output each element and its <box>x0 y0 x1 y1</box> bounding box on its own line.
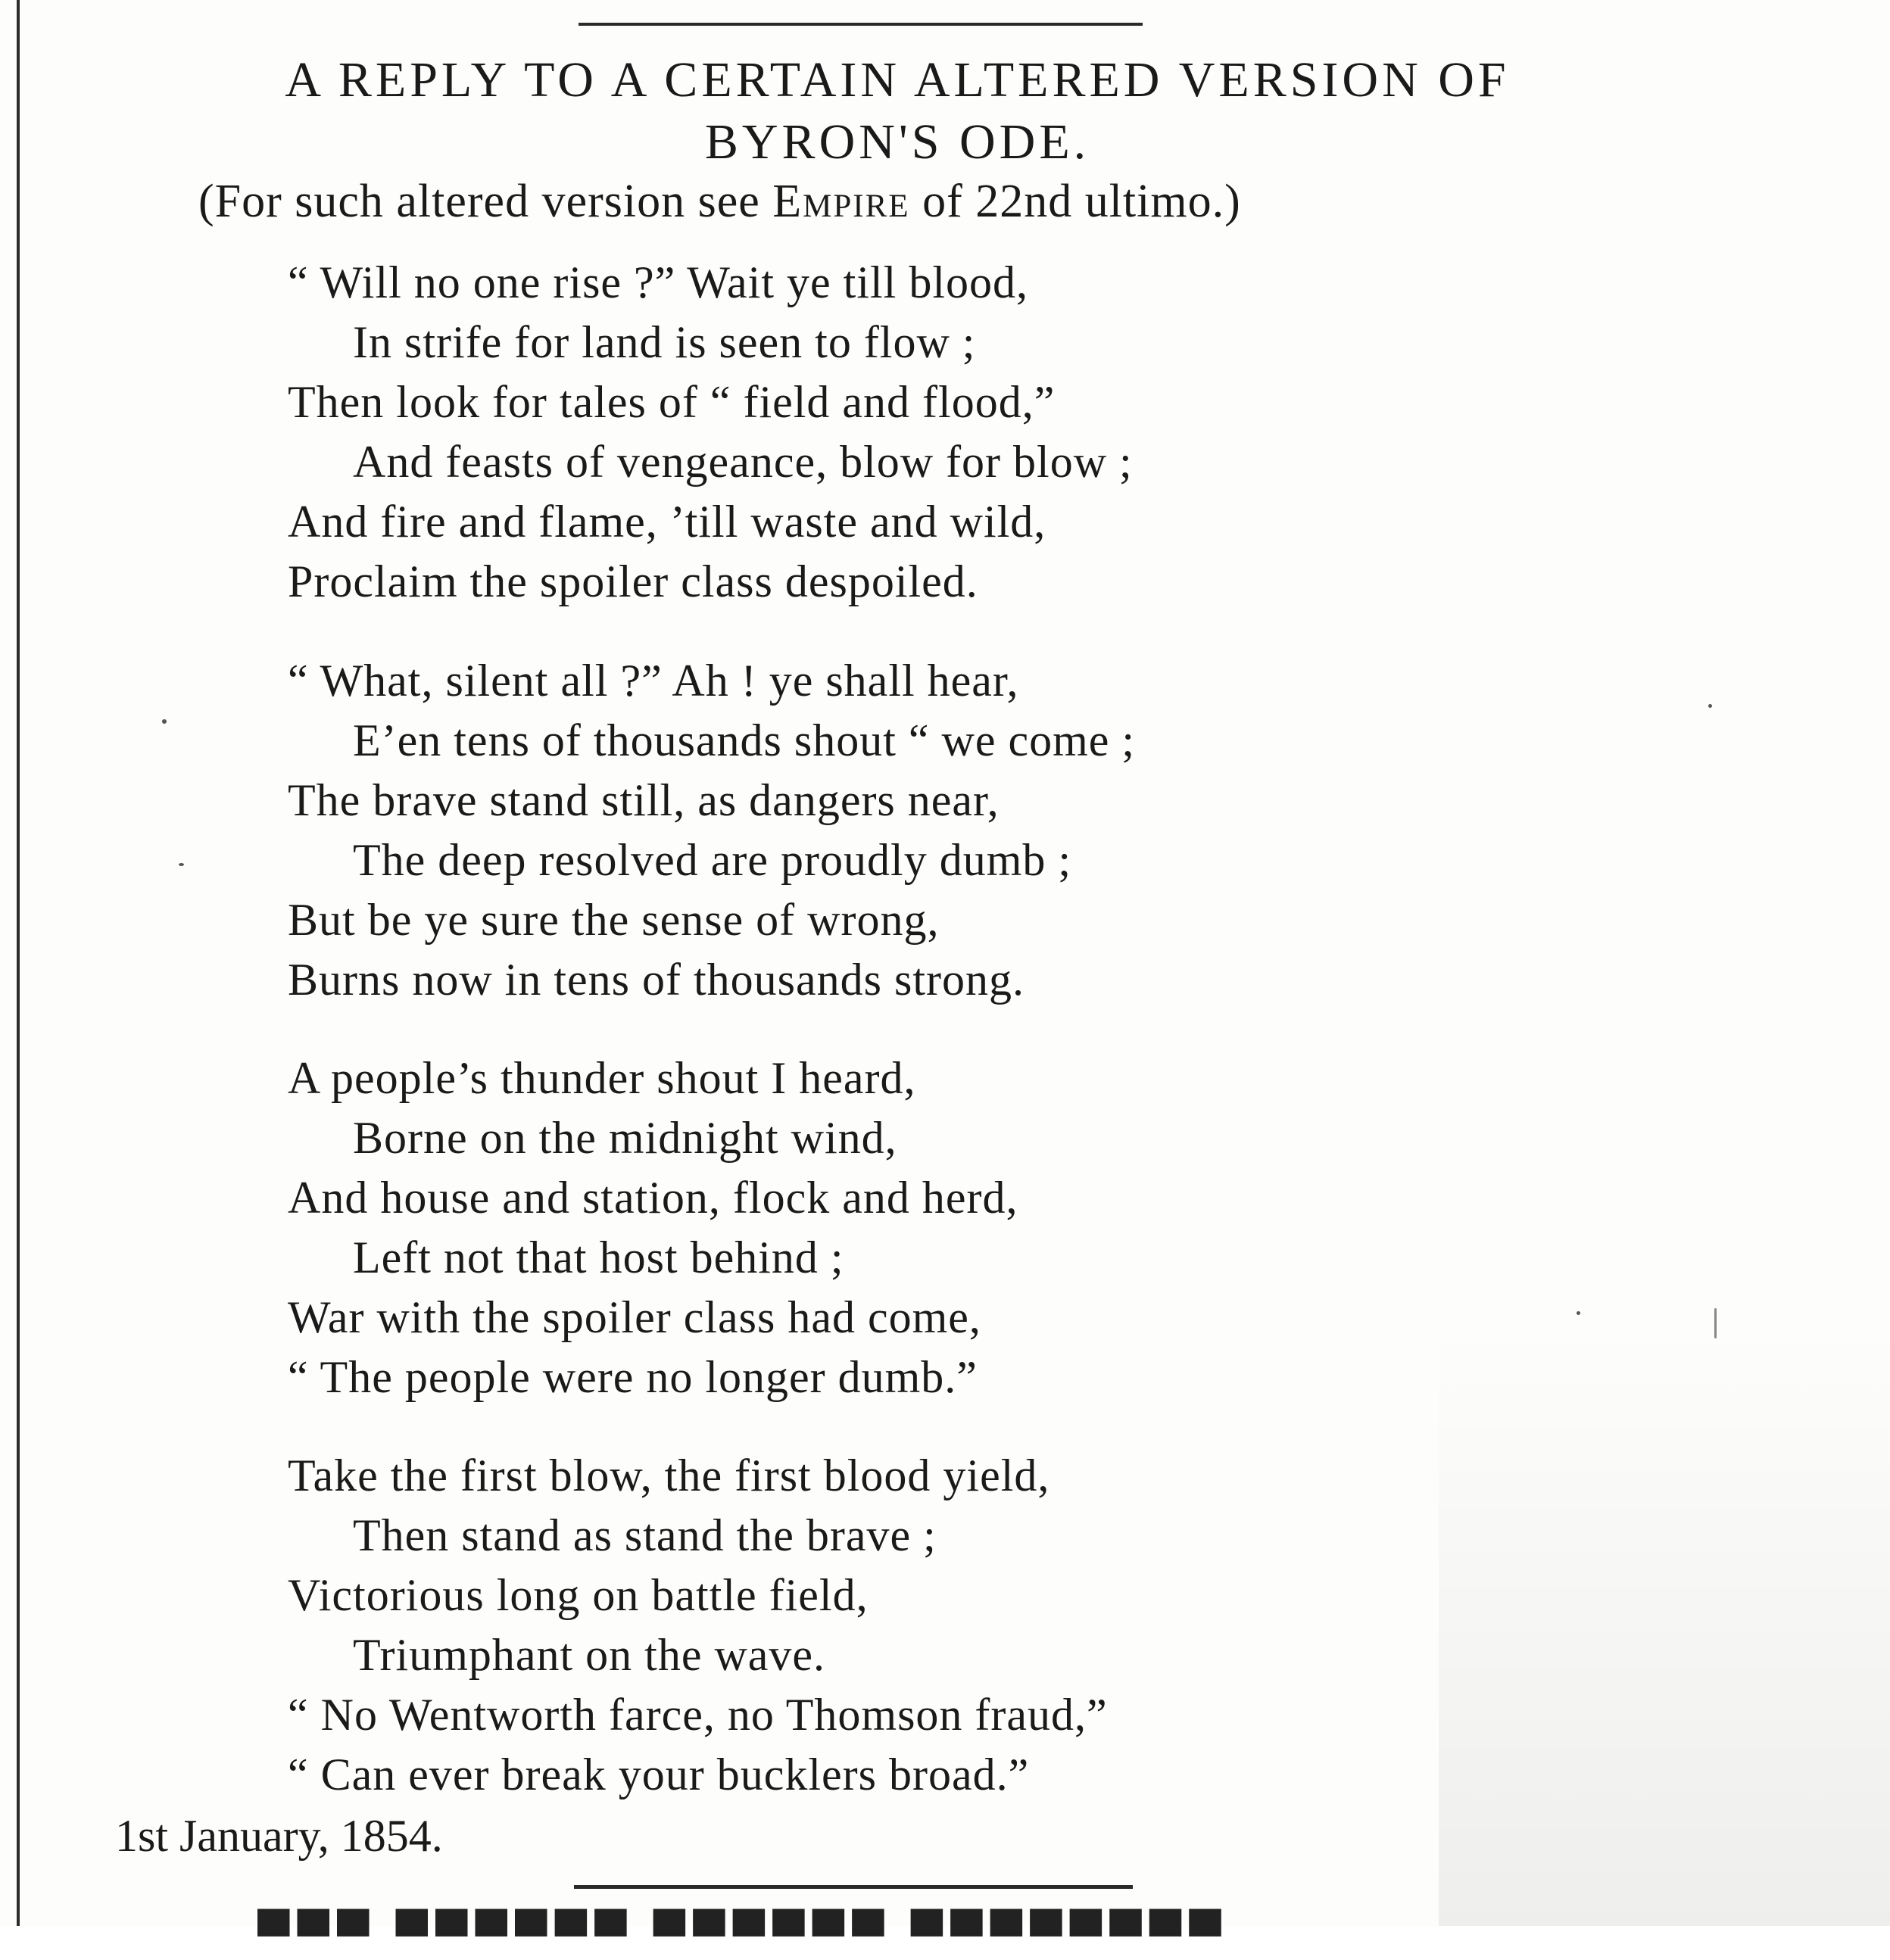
stanza-4-line-1: Take the first blow, the first blood yield, <box>288 1451 1050 1500</box>
stanza-1-line-1: “ Will no one rise ?” Wait ye till blood, <box>288 257 1029 307</box>
stanza-4-line-3: Victorious long on battle field, <box>288 1570 869 1620</box>
stanza-3-line-1: A people’s thunder shout I heard, <box>288 1053 916 1103</box>
stanza-2-line-4: The deep resolved are proudly dumb ; <box>353 835 1072 885</box>
separator-rule-top <box>579 23 1143 26</box>
scan-shadow <box>1439 1325 1890 1926</box>
stanza-1-line-6: Proclaim the spoiler class despoiled. <box>288 556 978 606</box>
stanza-2-line-3: The brave stand still, as dangers near, <box>288 775 1000 825</box>
scan-speck <box>1714 1308 1717 1338</box>
subtitle-empire: Empire <box>772 176 910 227</box>
stanza-3-line-4: Left not that host behind ; <box>353 1232 844 1282</box>
scan-speck <box>1708 704 1712 708</box>
separator-rule-bottom <box>574 1885 1133 1889</box>
stanza-3-line-2: Borne on the midnight wind, <box>353 1113 897 1163</box>
poem-date: 1st January, 1854. <box>115 1811 443 1861</box>
stanza-4-line-2: Then stand as stand the brave ; <box>353 1510 937 1560</box>
subtitle-prefix: (For such altered version see <box>198 176 773 227</box>
stanza-4-line-6: “ Can ever break your bucklers broad.” <box>288 1750 1030 1800</box>
stanza-4-line-4: Triumphant on the wave. <box>353 1630 826 1680</box>
stanza-3-line-6: “ The people were no longer dumb.” <box>288 1352 978 1402</box>
stanza-1-line-5: And fire and flame, ’till waste and wild, <box>288 497 1046 547</box>
scan-speck <box>1577 1311 1580 1315</box>
stanza-1-line-3: Then look for tales of “ field and flood,” <box>288 377 1056 427</box>
stanza-3-line-3: And house and station, flock and herd, <box>288 1173 1018 1223</box>
stanza-1-line-2: In strife for land is seen to flow ; <box>353 317 976 367</box>
poem-subtitle <box>198 171 1241 232</box>
stanza-2-line-5: But be ye sure the sense of wrong, <box>288 895 940 945</box>
stanza-3-line-5: War with the spoiler class had come, <box>288 1292 981 1342</box>
next-article-heading-cropped: ▀▀▀ ▀▀▀▀▀▀ ▀▀▀▀▀▀ ▀▀▀▀▀▀▀▀ <box>257 1910 1229 1960</box>
stanza-2-line-6: Burns now in tens of thousands strong. <box>288 955 1025 1005</box>
poem-title-line2: BYRON'S ODE. <box>704 114 1090 170</box>
poem-title-line1: A REPLY TO A CERTAIN ALTERED VERSION OF <box>285 52 1510 108</box>
scan-speck <box>179 863 184 866</box>
column-rule-left <box>17 0 20 1926</box>
stanza-2-line-2: E’en tens of thousands shout “ we come ; <box>353 715 1136 765</box>
stanza-4-line-5: “ No Wentworth farce, no Thomson fraud,” <box>288 1690 1108 1740</box>
subtitle-suffix: of 22nd ultimo.) <box>909 176 1241 227</box>
scan-speck <box>162 719 167 724</box>
stanza-2-line-1: “ What, silent all ?” Ah ! ye shall hear, <box>288 656 1019 706</box>
stanza-1-line-4: And feasts of vengeance, blow for blow ; <box>353 437 1133 487</box>
